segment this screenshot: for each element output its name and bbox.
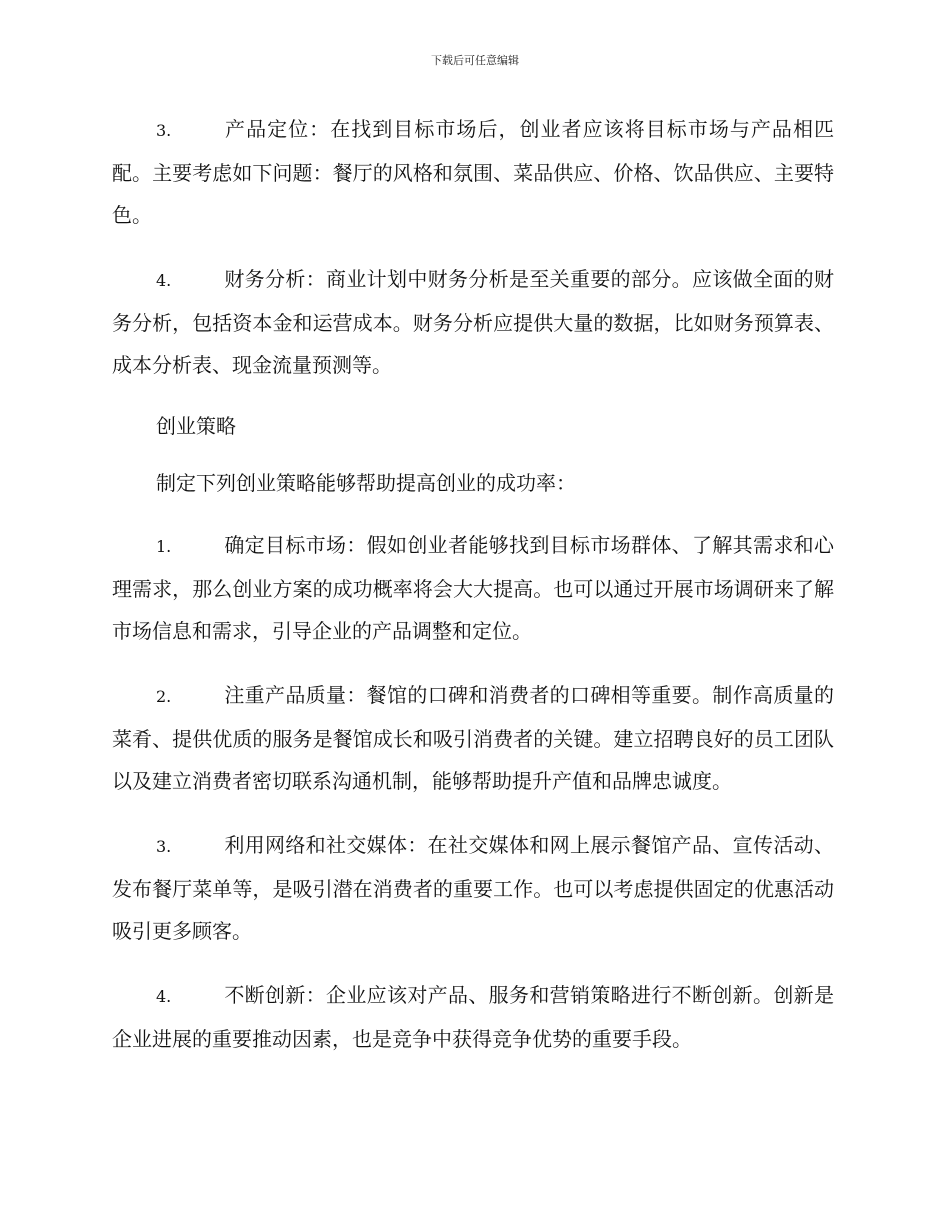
strategy-intro: 制定下列创业策略能够帮助提高创业的成功率：	[156, 471, 576, 495]
item-number: 4.	[156, 987, 172, 1006]
page-header: 下载后可任意编辑	[431, 54, 519, 67]
item-text: 不断创新：企业应该对产品、服务和营销策略进行不断创新。创新是企业进展的重要推动因素，也是竞争中获得竞争优势的重要手段。	[112, 983, 834, 1051]
item-text: 产品定位：在找到目标市场后，创业者应该将目标市场与产品相匹配。主要考虑如下问题：餐厅的风格和氛围、菜品供应、价格、饮品供应、主要特色。	[112, 117, 834, 227]
item-text: 利用网络和社交媒体：在社交媒体和网上展示餐馆产品、宣传活动、发布餐厅菜单等，是吸引潜在消费者的重要工作。也可以考虑提供固定的优惠活动吸引更多顾客。	[112, 833, 834, 943]
item-number: 3.	[156, 121, 172, 140]
item-number: 4.	[156, 271, 172, 290]
item-number: 1.	[156, 537, 172, 556]
item-text: 确定目标市场：假如创业者能够找到目标市场群体、了解其需求和心理需求，那么创业方案的成功概率将会大大提高。也可以通过开展市场调研来了解市场信息和需求，引导企业的产品调整和定位。	[112, 533, 834, 643]
strategy-item-social-media	[112, 824, 834, 952]
strategy-item-innovation	[112, 974, 834, 1060]
item-number: 3.	[156, 837, 172, 856]
strategy-heading: 创业策略	[156, 414, 236, 438]
document-body	[112, 108, 834, 1082]
item-text: 财务分析：商业计划中财务分析是至关重要的部分。应该做全面的财务分析，包括资本金和运营成本。财务分析应提供大量的数据，比如财务预算表、成本分析表、现金流量预测等。	[112, 267, 834, 377]
strategy-item-target-market	[112, 524, 834, 652]
section-item-product-positioning	[112, 108, 834, 236]
item-number: 2.	[156, 687, 172, 706]
section-item-financial-analysis	[112, 258, 834, 386]
item-text: 注重产品质量：餐馆的口碑和消费者的口碑相等重要。制作高质量的菜肴、提供优质的服务是餐馆成长和吸引消费者的关键。建立招聘良好的员工团队以及建立消费者密切联系沟通机制，能够帮助提升产值和品牌忠诚度。	[112, 683, 834, 793]
strategy-item-product-quality	[112, 674, 834, 802]
